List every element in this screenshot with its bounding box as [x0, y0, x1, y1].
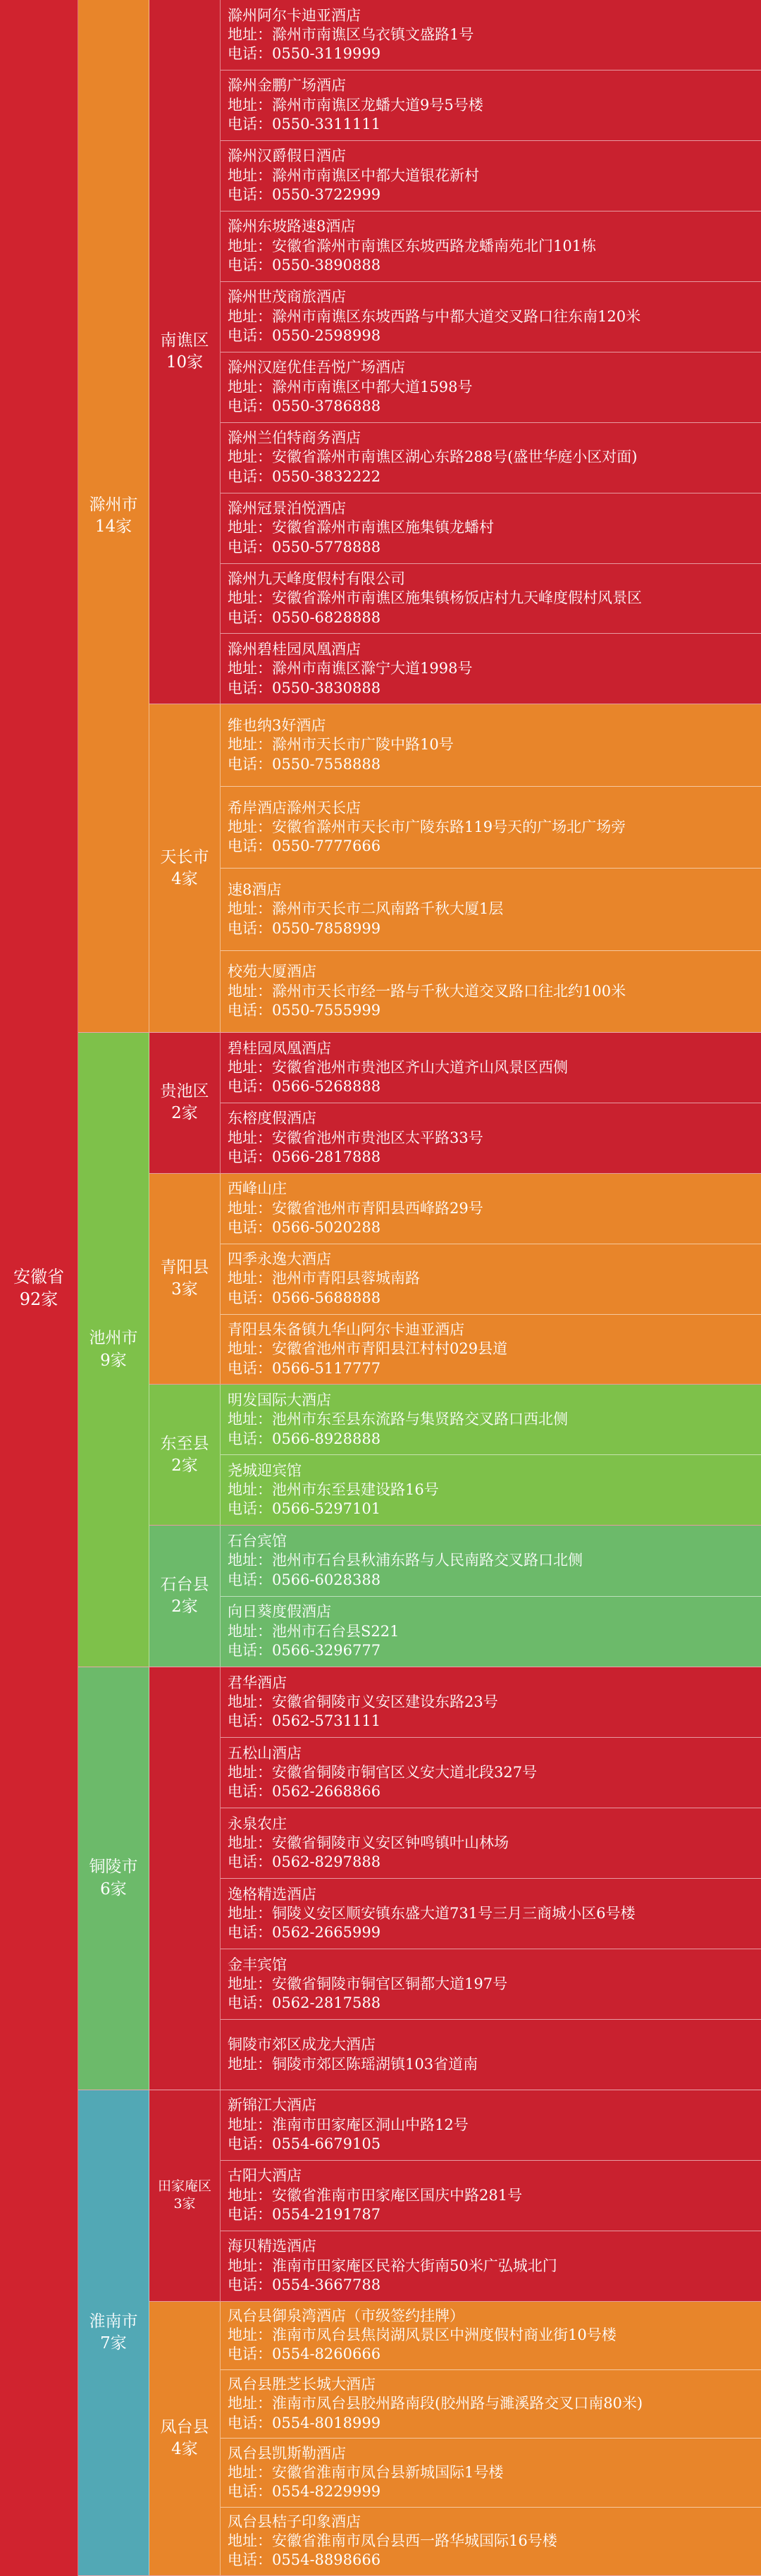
hotel-name: 碧桂园凤凰酒店 — [228, 1039, 331, 1057]
hotel-list — [221, 1667, 761, 2090]
hotel-list — [221, 1174, 761, 1385]
hotel-entry — [221, 704, 761, 786]
hotel-phone: 电话：0566-5020288 — [228, 1218, 381, 1236]
hotel-name: 东榕度假酒店 — [228, 1110, 316, 1127]
hotel-name: 滁州东坡路速8酒店 — [228, 218, 356, 235]
hotel-address: 地址：滁州市天长市经一路与千秋大道交叉路口往北约100米 — [228, 982, 626, 1000]
hotel-list — [221, 2302, 761, 2575]
hotel-phone: 电话：0550-2598998 — [228, 326, 381, 344]
hotel-entry — [221, 951, 761, 1032]
hotel-phone: 电话：0554-8898666 — [228, 2551, 381, 2569]
hotel-entry — [221, 0, 761, 70]
hotel-list — [221, 0, 761, 704]
district-label — [149, 2090, 221, 2301]
hotel-address: 地址：安徽省滁州市南谯区施集镇杨饭店村九天峰度假村风景区 — [228, 589, 642, 607]
hotel-phone: 电话：0550-7558888 — [228, 755, 381, 773]
hotel-address: 地址：淮南市凤台县焦岗湖风景区中洲度假村商业街10号楼 — [228, 2326, 617, 2344]
hotel-address: 地址：安徽省淮南市田家庵区国庆中路281号 — [228, 2186, 523, 2204]
city-name: 铜陵市 — [89, 1858, 138, 1877]
city-label — [78, 1667, 149, 2090]
hotel-phone: 电话：0550-7777666 — [228, 838, 381, 855]
district-label — [149, 1033, 221, 1173]
hotel-entry — [221, 2161, 761, 2231]
hotel-address: 地址：安徽省铜陵市义安区建设东路23号 — [228, 1693, 498, 1710]
city-block — [78, 1033, 761, 1667]
hotel-phone: 电话：0566-3296777 — [228, 1641, 381, 1659]
hotel-address: 地址：铜陵义安区顺安镇东盛大道731号三月三商城小区6号楼 — [228, 1904, 636, 1922]
hotel-entry — [221, 2231, 761, 2301]
hotel-phone: 电话：0554-8229999 — [228, 2483, 381, 2501]
hotel-address: 地址：安徽省铜陵市铜官区铜都大道197号 — [228, 1975, 508, 1992]
district-block — [149, 1667, 761, 2090]
district-label — [149, 1385, 221, 1525]
hotel-name: 青阳县朱备镇九华山阿尔卡迪亚酒店 — [228, 1321, 464, 1339]
district-name: 青阳县 — [160, 1258, 209, 1277]
district-label — [149, 1667, 221, 2090]
province-name: 安徽省 — [13, 1266, 64, 1287]
hotel-list — [221, 2090, 761, 2301]
district-count: 3家 — [173, 2196, 196, 2212]
hotel-entry — [221, 352, 761, 423]
hotel-address: 地址：滁州市南谯区东坡西路与中都大道交叉路口往东南120米 — [228, 307, 641, 325]
city-count: 14家 — [94, 517, 132, 536]
district-label — [149, 1174, 221, 1385]
hotel-address: 地址：池州市东至县东流路与集贤路交叉路口西北侧 — [228, 1411, 568, 1428]
hotel-entry — [221, 2439, 761, 2507]
hotel-name: 逸格精选酒店 — [228, 1885, 316, 1903]
district-count: 3家 — [171, 1280, 198, 1299]
district-block — [149, 0, 761, 704]
district-label — [149, 0, 221, 704]
city-name: 滁州市 — [89, 495, 138, 514]
city-block — [78, 1667, 761, 2090]
hotel-phone: 电话：0566-5688888 — [228, 1289, 381, 1306]
district-name: 贵池区 — [160, 1082, 209, 1101]
hotel-name: 滁州汉庭优佳吾悦广场酒店 — [228, 359, 405, 376]
hotel-phone: 电话：0562-2665999 — [228, 1924, 381, 1942]
hotel-address: 地址：滁州市南谯区中都大道银花新村 — [228, 166, 479, 184]
hotel-list — [221, 1526, 761, 1667]
hotel-entry — [221, 2090, 761, 2161]
hotel-name: 滁州九天峰度假村有限公司 — [228, 570, 405, 588]
district-column — [149, 2090, 761, 2575]
hotel-address: 地址：淮南市凤台县胶州路南段(胶州路与濉溪路交叉口南80米) — [228, 2395, 643, 2412]
hotel-entry — [221, 141, 761, 211]
hotel-entry — [221, 1808, 761, 1879]
hotel-address: 地址：安徽省池州市青阳县江村村029县道 — [228, 1340, 508, 1358]
hotel-phone: 电话：0562-2668866 — [228, 1783, 381, 1801]
hotel-entry — [221, 2508, 761, 2575]
hotel-entry — [221, 1455, 761, 1525]
hotel-phone: 电话：0550-3832222 — [228, 467, 381, 485]
district-count: 10家 — [166, 353, 204, 372]
hotel-entry — [221, 1315, 761, 1385]
hotel-name: 滁州碧桂园凤凰酒店 — [228, 640, 361, 658]
hotel-address: 地址：池州市青阳县蓉城南路 — [228, 1270, 420, 1287]
hotel-phone: 电话：0554-6679105 — [228, 2135, 381, 2153]
hotel-name: 明发国际大酒店 — [228, 1391, 331, 1409]
hotel-address: 地址：滁州市天长市广陵中路10号 — [228, 736, 454, 754]
hotel-entry — [221, 1879, 761, 1949]
district-count: 4家 — [171, 2439, 198, 2458]
hotel-entry — [221, 787, 761, 869]
hotel-phone: 电话：0566-2817888 — [228, 1148, 381, 1165]
hotel-name: 滁州世茂商旅酒店 — [228, 288, 346, 306]
province-count: 92家 — [19, 1289, 58, 1309]
district-name: 天长市 — [160, 847, 209, 866]
hotel-phone: 电话：0566-6028388 — [228, 1571, 381, 1588]
district-name: 东至县 — [160, 1434, 209, 1453]
hotel-entry — [221, 2020, 761, 2090]
hotel-address: 地址：滁州市南谯区乌衣镇文盛路1号 — [228, 25, 474, 43]
district-name: 凤台县 — [160, 2417, 209, 2436]
hotel-entry — [221, 1385, 761, 1455]
hotel-entry — [221, 493, 761, 564]
hotel-name: 海贝精选酒店 — [228, 2238, 316, 2255]
hotel-address: 地址：滁州市南谯区龙蟠大道9号5号楼 — [228, 96, 483, 114]
hotel-list — [221, 1385, 761, 1525]
hotel-address: 地址：滁州市南谯区滁宁大道1998号 — [228, 660, 473, 677]
hotel-name: 速8酒店 — [228, 881, 282, 898]
hotel-entry — [221, 423, 761, 493]
hotel-entry — [221, 1033, 761, 1103]
city-name: 池州市 — [89, 1329, 138, 1348]
hotel-phone: 电话：0550-3830888 — [228, 679, 381, 697]
hotel-name: 石台宾馆 — [228, 1532, 287, 1550]
district-label — [149, 704, 221, 1032]
city-name: 淮南市 — [89, 2312, 138, 2331]
hotel-phone: 电话：0566-5297101 — [228, 1500, 381, 1518]
hotel-entry — [221, 211, 761, 282]
district-block — [149, 1385, 761, 1526]
hotel-name: 滁州阿尔卡迪亚酒店 — [228, 6, 361, 24]
hotel-address: 地址：安徽省滁州市天长市广陵东路119号天的广场北广场旁 — [228, 818, 626, 835]
hotel-entry — [221, 564, 761, 634]
hotel-phone: 电话：0550-3890888 — [228, 256, 381, 274]
district-block — [149, 1526, 761, 1667]
hotel-phone: 电话：0550-5778888 — [228, 538, 381, 556]
district-name: 南谯区 — [160, 331, 209, 350]
district-column — [149, 1033, 761, 1667]
hotel-name: 滁州兰伯特商务酒店 — [228, 429, 361, 447]
hotel-entry — [221, 634, 761, 704]
district-name: 田家庵区 — [157, 2178, 211, 2194]
hotel-name: 凤台县御泉湾酒店（市级签约挂牌） — [228, 2307, 464, 2324]
hotel-name: 向日葵度假酒店 — [228, 1603, 331, 1621]
hotel-name: 金丰宾馆 — [228, 1956, 287, 1973]
district-label — [149, 1526, 221, 1667]
hotel-entry — [221, 1526, 761, 1596]
hotel-name: 君华酒店 — [228, 1674, 287, 1691]
hotel-name: 新锦江大酒店 — [228, 2097, 316, 2114]
district-column — [149, 0, 761, 1032]
hotel-phone: 电话：0554-3667788 — [228, 2276, 381, 2293]
hotel-phone: 电话：0550-7858999 — [228, 919, 381, 937]
district-block — [149, 1174, 761, 1385]
hotel-phone: 电话：0554-2191787 — [228, 2205, 381, 2223]
district-block — [149, 704, 761, 1032]
hotel-list — [221, 1033, 761, 1173]
district-block — [149, 2302, 761, 2575]
hotel-phone: 电话：0554-8260666 — [228, 2345, 381, 2363]
district-column — [149, 1667, 761, 2090]
hotel-name: 滁州汉爵假日酒店 — [228, 147, 346, 165]
hotel-address: 地址：滁州市天长市二风南路千秋大厦1层 — [228, 900, 504, 918]
city-block — [78, 0, 761, 1033]
hotel-address: 地址：安徽省池州市青阳县西峰路29号 — [228, 1199, 483, 1217]
hotel-entry — [221, 1103, 761, 1173]
hotel-name: 尧城迎宾馆 — [228, 1461, 302, 1479]
district-count: 2家 — [171, 1597, 198, 1617]
hotel-phone: 电话：0550-6828888 — [228, 608, 381, 626]
hotel-address: 地址：池州市石台县S221 — [228, 1622, 400, 1640]
province-cell — [0, 0, 78, 2576]
hotel-address: 地址：安徽省滁州市南谯区施集镇龙蟠村 — [228, 519, 494, 536]
hotel-address: 地址：安徽省铜陵市铜官区义安大道北段327号 — [228, 1763, 538, 1781]
hotel-phone: 电话：0550-3722999 — [228, 185, 381, 203]
hotel-address: 地址：淮南市田家庵区洞山中路12号 — [228, 2116, 469, 2133]
hotel-phone: 电话：0562-2817588 — [228, 1994, 381, 2012]
city-count: 7家 — [100, 2334, 127, 2353]
hotel-list — [221, 704, 761, 1032]
city-count: 6家 — [100, 1879, 127, 1899]
hotel-address: 地址：安徽省滁州市南谯区湖心东路288号(盛世华庭小区对面) — [228, 448, 638, 466]
hotel-entry — [221, 869, 761, 950]
hotel-name: 维也纳3好酒店 — [228, 717, 326, 735]
hotel-phone: 电话：0550-3119999 — [228, 45, 381, 63]
hotel-phone: 电话：0550-3786888 — [228, 397, 381, 415]
hotel-entry — [221, 70, 761, 141]
hotel-name: 凤台县凯斯勒酒店 — [228, 2444, 346, 2462]
district-block — [149, 1033, 761, 1174]
hotel-name: 古阳大酒店 — [228, 2167, 302, 2185]
hotel-phone: 电话：0566-8928888 — [228, 1430, 381, 1447]
hotel-entry — [221, 1174, 761, 1244]
hotel-entry — [221, 1597, 761, 1667]
hotel-name: 西峰山庄 — [228, 1180, 287, 1198]
district-count: 2家 — [171, 1456, 198, 1475]
hotel-entry — [221, 1738, 761, 1808]
hotel-name: 滁州金鹏广场酒店 — [228, 77, 346, 94]
city-label — [78, 2090, 149, 2575]
district-name: 石台县 — [160, 1576, 209, 1595]
hotel-phone: 电话：0562-5731111 — [228, 1712, 381, 1730]
hotel-name: 四季永逸大酒店 — [228, 1251, 331, 1268]
hotel-entry — [221, 1949, 761, 2020]
hotel-entry — [221, 1244, 761, 1315]
hotel-phone: 电话：0550-3311111 — [228, 116, 381, 133]
hotel-phone: 电话：0566-5117777 — [228, 1359, 381, 1377]
hotel-entry — [221, 2302, 761, 2370]
hotel-name: 凤台县桔子印象酒店 — [228, 2513, 361, 2530]
hotel-entry — [221, 282, 761, 352]
hotel-address: 地址：池州市石台县秋浦东路与人民南路交叉路口北侧 — [228, 1552, 583, 1569]
city-label — [78, 0, 149, 1032]
hotel-phone: 电话：0566-5268888 — [228, 1078, 381, 1096]
hotel-name: 永泉农庄 — [228, 1815, 287, 1832]
city-block — [78, 2090, 761, 2576]
hotel-phone: 电话：0550-7555999 — [228, 1001, 381, 1019]
hotel-phone: 电话：0562-8297888 — [228, 1853, 381, 1871]
hotel-name: 校苑大厦酒店 — [228, 963, 316, 981]
hotel-address: 地址：安徽省铜陵市义安区钟鸣镇叶山林场 — [228, 1834, 509, 1851]
district-count: 2家 — [171, 1104, 198, 1123]
hotel-name: 五松山酒店 — [228, 1744, 302, 1762]
hotel-entry — [221, 2370, 761, 2439]
hotel-phone: 电话：0554-8018999 — [228, 2414, 381, 2431]
hotel-address: 地址：安徽省池州市贵池区太平路33号 — [228, 1129, 483, 1146]
hotel-address: 地址：淮南市田家庵区民裕大街南50米广弘城北门 — [228, 2257, 557, 2274]
hotel-name: 铜陵市郊区成龙大酒店 — [228, 2036, 376, 2054]
district-label — [149, 2302, 221, 2575]
hotel-address: 地址：安徽省淮南市凤台县新城国际1号楼 — [228, 2463, 504, 2481]
hotel-name: 滁州冠景泊悦酒店 — [228, 500, 346, 517]
hotel-address: 地址：滁州市南谯区中都大道1598号 — [228, 378, 473, 395]
hotel-address: 地址：安徽省淮南市凤台县西一路华城国际16号楼 — [228, 2532, 557, 2550]
district-block — [149, 2090, 761, 2302]
city-column — [78, 0, 761, 2576]
hotel-name: 凤台县胜芝长城大酒店 — [228, 2376, 376, 2393]
hotel-address: 地址：安徽省滁州市南谯区东坡西路龙蟠南苑北门101栋 — [228, 237, 597, 254]
hotel-address: 地址：安徽省池州市贵池区齐山大道齐山风景区西侧 — [228, 1058, 568, 1076]
hotel-address: 地址：铜陵市郊区陈瑶湖镇103省道南 — [228, 2055, 478, 2073]
hotel-name: 希岸酒店滁州天长店 — [228, 799, 361, 816]
city-label — [78, 1033, 149, 1667]
hotel-entry — [221, 1667, 761, 1738]
city-count: 9家 — [100, 1351, 127, 1370]
hotel-address: 地址：池州市东至县建设路16号 — [228, 1481, 439, 1499]
district-count: 4家 — [171, 869, 198, 888]
